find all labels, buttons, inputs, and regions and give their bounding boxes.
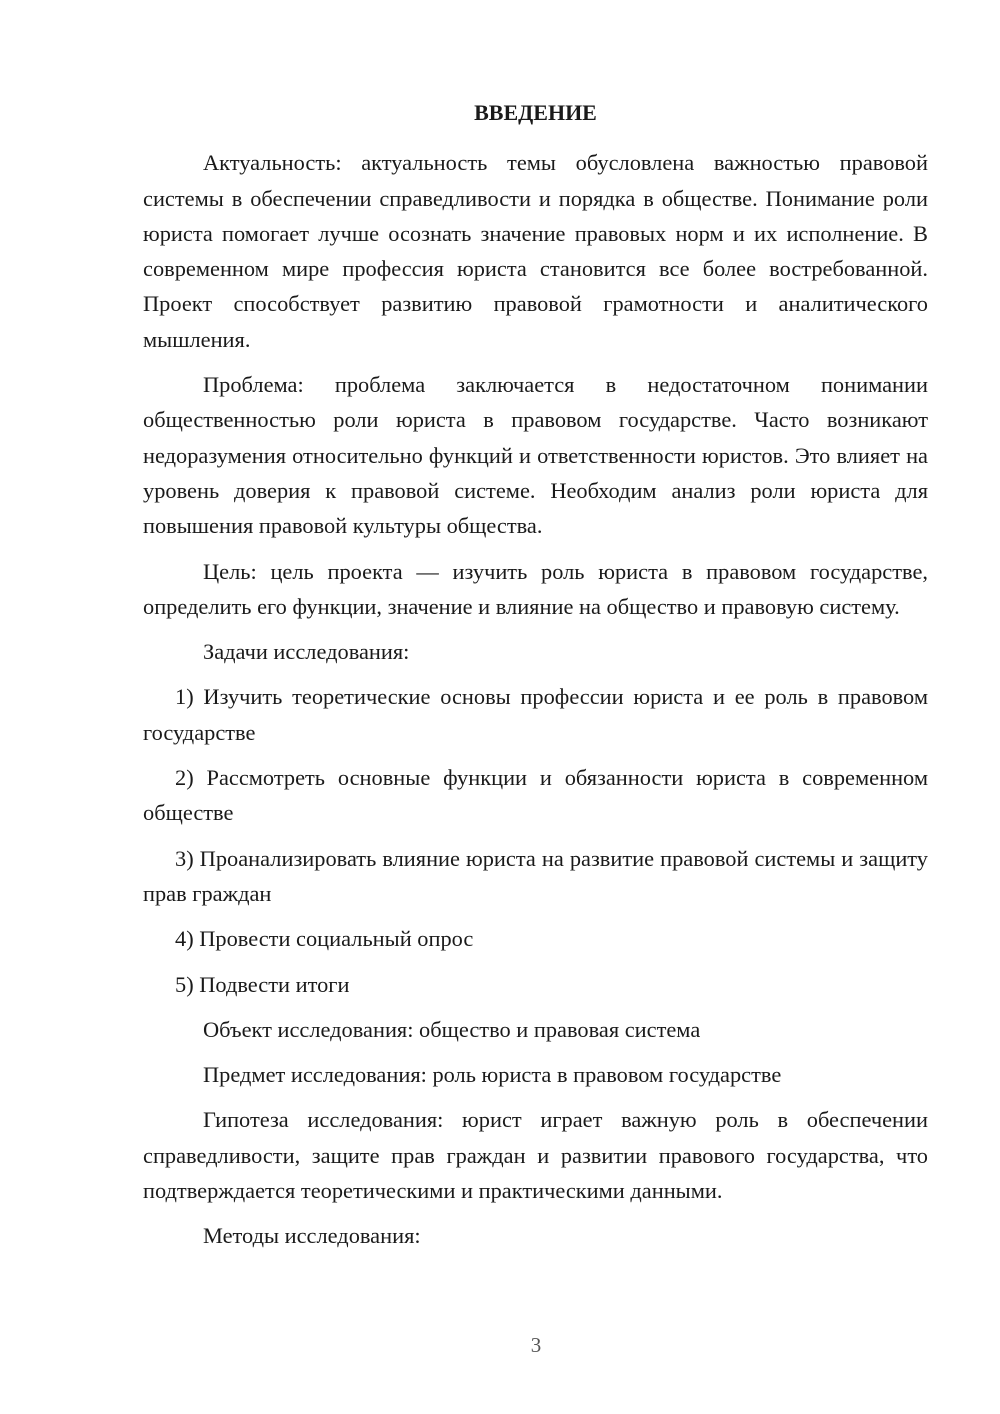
object-paragraph: Объект исследования: общество и правовая система bbox=[203, 1016, 701, 1042]
task-item-2: 2) Рассмотреть основные функции и обязанности юриста в современном обществе bbox=[143, 765, 928, 826]
section-heading: ВВЕДЕНИЕ bbox=[474, 100, 597, 125]
goal-paragraph: Цель: цель проекта — изучить роль юриста в правовом государстве, определить его функции, значение и влияние на общество и правовую систему. bbox=[143, 558, 928, 619]
tasks-heading: Задачи исследования: bbox=[203, 639, 410, 665]
hypothesis-paragraph: Гипотеза исследования: юрист играет важную роль в обеспечении справедливости, защите прав граждан и развитии правового государства, что подтверждается теоретическими и практическими данными. bbox=[143, 1107, 928, 1204]
task-item-5: 5) Подвести итоги bbox=[175, 971, 350, 997]
subject-paragraph: Предмет исследования: роль юриста в правовом государстве bbox=[203, 1062, 782, 1088]
page-number: 3 bbox=[530, 1333, 542, 1357]
task-item-3: 3) Проанализировать влияние юриста на развитие правовой системы и защиту прав граждан bbox=[143, 845, 928, 906]
methods-heading: Методы исследования: bbox=[203, 1223, 421, 1249]
page-body bbox=[143, 95, 928, 1264]
relevance-paragraph: Актуальность: актуальность темы обусловлена важностью правовой системы в обеспечении справедливости и порядка в обществе. Понимание роли юриста помогает лучше осознать значение правовых норм и их исполнение. В современном мире профессия юриста становится все более востребованной. Проект способствует развитию правовой грамотности и аналитического мышления. bbox=[143, 150, 928, 352]
problem-paragraph: Проблема: проблема заключается в недостаточном понимании общественностью роли юриста в правовом государстве. Часто возникают недоразумения относительно функций и ответственности юристов. Это влияет на уровень доверия к правовой системе. Необходим анализ роли юриста для повышения правовой культуры общества. bbox=[143, 372, 928, 539]
task-item-1: 1) Изучить теоретические основы профессии юриста и ее роль в правовом государстве bbox=[143, 684, 928, 745]
task-item-4: 4) Провести социальный опрос bbox=[175, 926, 474, 952]
